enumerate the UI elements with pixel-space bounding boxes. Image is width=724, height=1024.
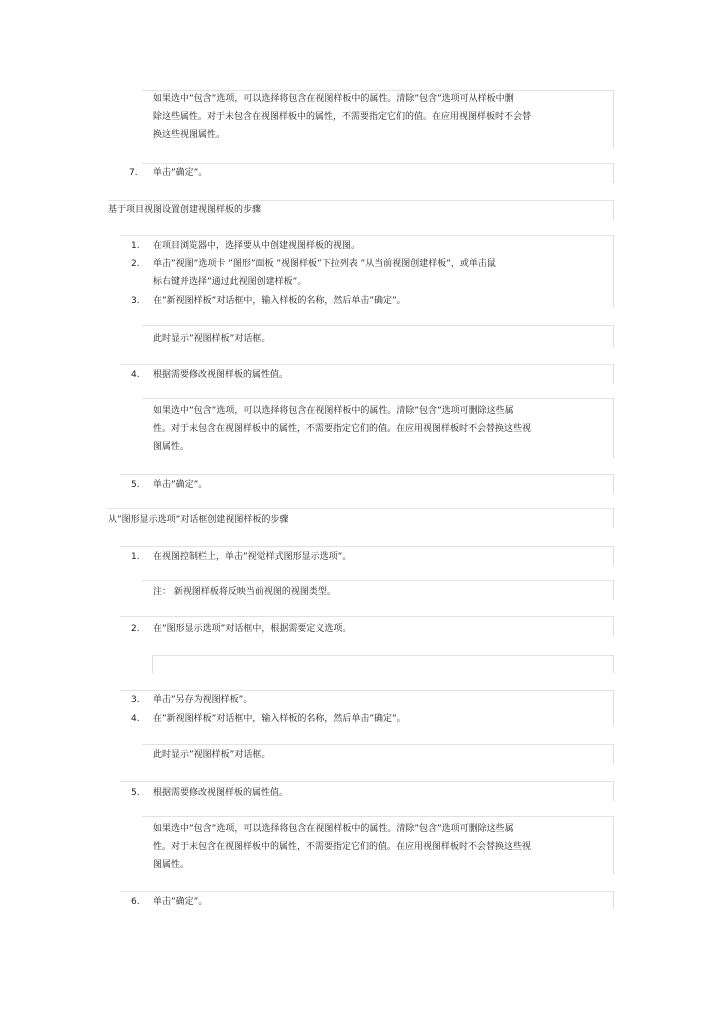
divider <box>613 781 614 801</box>
step-number: 1. <box>131 241 140 251</box>
divider <box>613 200 614 220</box>
divider <box>120 235 614 236</box>
step-text: 在项目浏览器中，选择要从中创建视图样板的视图。 <box>153 241 361 251</box>
divider <box>152 655 614 656</box>
divider <box>120 690 614 691</box>
step-number: 6. <box>131 897 140 907</box>
divider <box>152 655 153 673</box>
step-text: 单击”确定”。 <box>153 480 208 490</box>
step-text: 在”图形显示选项”对话框中，根据需要定义选项。 <box>153 624 352 634</box>
paragraph-line: 如果选中”包含”选项，可以选择将包含在视图样板中的属性。清除”包含”选项可从样板中删 <box>153 94 514 104</box>
paragraph-line: 性。对于未包含在视图样板中的属性，不需要指定它们的值。在应用视图样板时不会替换这些视 <box>153 424 532 434</box>
step-number: 4. <box>131 714 140 724</box>
step-text: 单击”确定”。 <box>153 168 208 178</box>
step-number: 1. <box>131 552 140 562</box>
step-number: 5. <box>131 788 140 798</box>
divider <box>120 781 614 782</box>
result-note: 此时显示”视图样板”对话框。 <box>153 334 271 344</box>
step-text: 单击”视图”选项卡 ”图形”面板 ”视图样板”下拉列表 ”从当前视图创建样板”，或单击鼠 <box>153 259 496 269</box>
divider <box>108 508 614 509</box>
step-text: 在”新视图样板”对话框中，输入样板的名称，然后单击”确定”。 <box>153 714 406 724</box>
divider <box>142 325 614 326</box>
section-heading: 基于项目视图设置创建视图样板的步骤 <box>108 205 262 215</box>
section-heading: 从”图形显示选项”对话框创建视图样板的步骤 <box>108 515 289 525</box>
paragraph-line: 如果选中”包含”选项，可以选择将包含在视图样板中的属性。清除”包含”选项可删除这些属 <box>153 406 514 416</box>
divider <box>613 744 614 764</box>
paragraph-line: 如果选中”包含”选项，可以选择将包含在视图样板中的属性。清除”包含”选项可删除这些属 <box>153 824 514 834</box>
step-number: 5. <box>131 480 140 490</box>
divider <box>142 816 614 817</box>
step-text: 单击”另存为视图样板”。 <box>153 695 253 705</box>
divider <box>613 364 614 384</box>
step-text: 单击”确定”。 <box>153 897 208 907</box>
paragraph-line: 性。对于未包含在视图样板中的属性，不需要指定它们的值。在应用视图样板时不会替换这些视 <box>153 842 532 852</box>
step-number: 2. <box>131 259 140 269</box>
step-number: 3. <box>131 695 140 705</box>
divider <box>142 744 614 745</box>
step-text: 根据需要修改视图样板的属性值。 <box>153 788 289 798</box>
note-text: 注： 新视图样板将反映当前视图的视图类型。 <box>153 587 336 597</box>
divider <box>613 690 614 726</box>
divider <box>120 891 614 892</box>
divider <box>142 580 614 581</box>
divider <box>613 816 614 874</box>
divider <box>120 546 614 547</box>
step-text: 根据需要修改视图样板的属性值。 <box>153 370 289 380</box>
step-text: 在视图控制栏上，单击”视觉样式图形显示选项”。 <box>153 552 352 562</box>
step-number: 4. <box>131 370 140 380</box>
divider <box>613 580 614 600</box>
divider <box>120 616 614 617</box>
divider <box>142 398 614 399</box>
divider <box>613 235 614 307</box>
divider <box>613 508 614 528</box>
step-number: 2. <box>131 624 140 634</box>
divider <box>120 474 614 475</box>
divider <box>613 90 614 148</box>
paragraph-line: 图属性。 <box>153 442 190 452</box>
divider <box>613 655 614 673</box>
paragraph-line: 图属性。 <box>153 860 190 870</box>
paragraph-line: 换这些视图属性。 <box>153 130 226 140</box>
divider <box>142 163 614 164</box>
divider <box>613 891 614 909</box>
divider <box>613 546 614 566</box>
divider <box>142 90 614 91</box>
step-number: 7. <box>129 168 138 178</box>
divider <box>613 163 614 183</box>
result-note: 此时显示”视图样板”对话框。 <box>153 750 271 760</box>
divider <box>613 616 614 636</box>
divider <box>613 474 614 494</box>
divider <box>613 325 614 347</box>
step-text: 在”新视图样板”对话框中，输入样板的名称，然后单击”确定”。 <box>153 296 406 306</box>
divider <box>120 364 614 365</box>
paragraph-line: 除这些属性。对于未包含在视图样板中的属性，不需要指定它们的值。在应用视图样板时不会替 <box>153 112 532 122</box>
divider <box>108 200 614 201</box>
step-text: 标右键并选择”通过此视图创建样板”。 <box>153 277 307 287</box>
divider <box>613 398 614 458</box>
step-number: 3. <box>131 296 140 306</box>
